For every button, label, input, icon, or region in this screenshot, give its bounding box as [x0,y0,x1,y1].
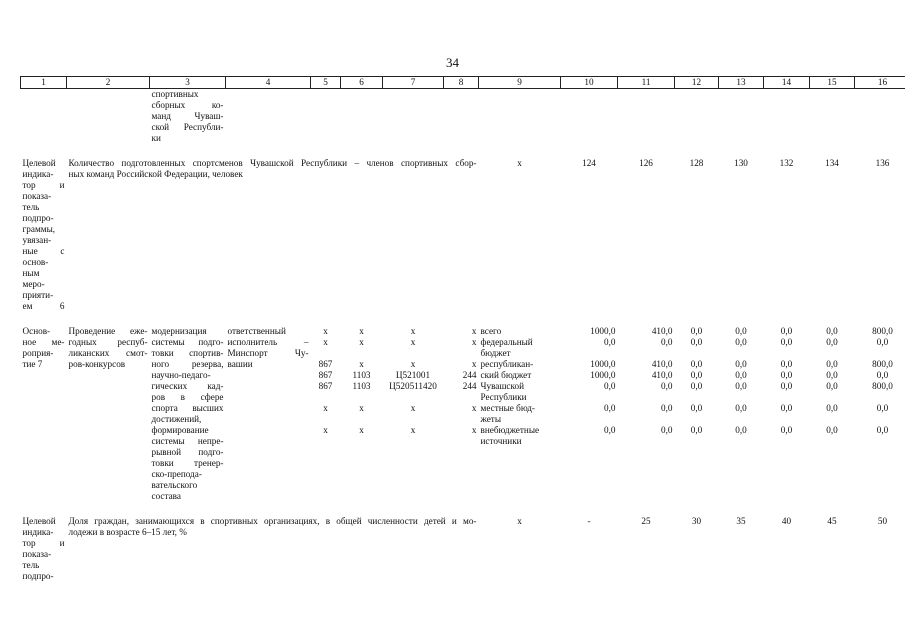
measure-line-cell: 0,0 [690,337,703,347]
indicator-value: 40 [781,516,792,526]
measure-line-cell [857,348,905,359]
column-header: 12 [675,77,719,89]
measure-line-cell: 0,0 [780,381,793,391]
measure-line-cell [766,436,808,447]
measure-line-cell: 0,0 [826,381,838,391]
measure-line-cell [313,414,339,425]
measure-line-cell: местные бюд- [480,403,535,413]
indicator-value: 128 [689,158,704,168]
column-header: 3 [150,77,226,89]
measure-line-cell [563,414,616,425]
measure-line-cell [313,348,339,359]
column-header: 6 [341,77,383,89]
column-header: 14 [764,77,810,89]
indicator-label: Целевой индика- тор и показа- тель подпро- [22,516,65,581]
measure-line-cell: 1000,0 [590,359,616,369]
measure-line-cell [812,348,853,359]
measure-line-cell: 0,0 [876,370,889,380]
measure-line-cell: 0,0 [826,370,838,380]
measure-line-cell: 0,0 [690,326,703,336]
measure-line-cell [620,436,673,447]
measure-line-cell [343,436,381,447]
measure-line-cell: всего [480,326,502,336]
measure-col13 [719,326,764,502]
measure-line-cell: x [359,403,364,413]
measure-line-cell: Ц520511420 [389,381,437,391]
column-header: 11 [618,77,675,89]
column-numbers-row [21,77,905,89]
measure-line-cell: 867 [318,359,333,369]
column-header: 13 [719,77,764,89]
measure-line-cell: 0,0 [604,425,616,435]
measure-line-cell [812,414,853,425]
measure-col16 [855,326,905,502]
column-header: 16 [855,77,905,89]
measure-line-cell [563,436,616,447]
measure-line-cell: 1000,0 [590,326,616,336]
column-header: 9 [479,77,561,89]
measure-line-cell: 0,0 [690,425,703,435]
measure-line-cell: x [323,337,328,347]
measure-line-cell: 0,0 [826,337,838,347]
indicator-value: 30 [691,516,702,526]
continuation-row [21,89,905,145]
measure-col10 [561,326,618,502]
column-header: 4 [226,77,311,89]
measure-line-cell: 410,0 [651,370,673,380]
measure-line-cell: 0,0 [876,425,889,435]
measure-line-cell [721,436,762,447]
measure-line-cell: x [323,403,328,413]
column-header: 8 [444,77,479,89]
measure-line-cell: 0,0 [826,359,838,369]
measure-line-cell: Ц521001 [395,370,431,380]
measure-line-cell: 0,0 [661,337,673,347]
indicator-value: - [587,516,591,526]
measure-line-cell: x [410,359,416,369]
measure-line-cell: 0,0 [690,403,703,413]
measure-line-cell: жеты [480,414,501,424]
indicator-value: 50 [877,516,888,526]
column-header: 15 [810,77,855,89]
indicator-label: Целевой индика- тор и показа- тель подпро- граммы, увязан- ные с основ- ным меро- прияти- ем 6 [22,158,65,311]
column-header: 7 [383,77,444,89]
measure-col14 [764,326,810,502]
measure-line-cell [766,414,808,425]
measure-line-cell [343,392,381,403]
measure-line-cell [343,348,381,359]
measure-line-cell [313,436,339,447]
measure-line-cell [857,392,905,403]
measure-line-cell: 410,0 [651,359,673,369]
measure-line-cell [446,414,477,425]
measure-line-cell [721,414,762,425]
measure-goal: модернизация системы подго- товки спортив- ного резерва, научно-педаго- гических кад- ров в сфере спорта высших достижений, формирование системы непре- рывной подго- товки тренер- ско-препода- вательского состава [151,326,224,501]
measure-line-cell: x [323,425,328,435]
measure-line-cell: 800,0 [872,381,893,391]
measure-line-cell [385,436,442,447]
indicator-value: 25 [641,516,651,526]
measure-line-cell: 0,0 [735,425,747,435]
measure-line-cell: бюджет [480,348,511,358]
measure-line-cell [857,414,905,425]
measure-col5 [311,326,341,502]
measure-line-cell: x [359,425,364,435]
indicator-col9: x [517,158,522,168]
measure-line-cell [563,392,616,403]
measure-line-cell: 0,0 [826,403,838,413]
measure-line-cell: 0,0 [876,337,889,347]
measure-line-cell [385,348,442,359]
measure-line-cell: федеральный [480,337,533,347]
measure-line-cell: источники [480,436,522,446]
measure-line-cell: x [359,337,364,347]
measure-line-cell [857,436,905,447]
measure-line-cell [446,392,477,403]
measure-line-cell [766,348,808,359]
measure-line-cell: Чувашской [480,381,525,391]
measure-line-cell [620,392,673,403]
column-header: 5 [311,77,341,89]
measure-line-cell [812,436,853,447]
column-header: 2 [67,77,150,89]
column-header: 1 [21,77,67,89]
measure-line-cell: 0,0 [661,381,673,391]
measure-row-7 [21,326,905,502]
measure-line-cell: 0,0 [690,370,703,380]
measure-line-cell: 867 [318,381,333,391]
measure-line-cell: ский бюджет [480,370,532,380]
indicator-col9: x [517,516,522,526]
measure-line-cell: x [471,425,477,435]
measure-line-cell: x [471,359,477,369]
measure-line-cell: x [471,326,477,336]
indicator-value: 134 [825,158,839,168]
measure-line-cell: 0,0 [690,381,703,391]
measure-line-cell: 0,0 [735,337,747,347]
measure-col6 [341,326,383,502]
measure-line-cell: 0,0 [735,403,747,413]
indicator-value: 126 [639,158,653,168]
measure-line-cell: x [410,326,416,336]
measure-line-cell [677,348,717,359]
measure-line-cell [343,414,381,425]
indicator-text: Количество подготовленных спортсменов Чувашской Республики – членов спортивных сбор- ных команд Российской Федерации, человек [68,158,477,179]
measure-line-cell: x [410,337,416,347]
measure-line-cell: 0,0 [735,326,747,336]
measure-line-cell: 800,0 [872,359,893,369]
measure-line-cell: 0,0 [826,425,838,435]
measure-line-cell: 0,0 [780,370,793,380]
measure-line-cell [446,348,477,359]
indicator-row-last [21,516,905,582]
measure-line-cell: x [471,337,477,347]
measure-line-cell: 0,0 [735,381,747,391]
measure-line-cell: республикан- [480,359,534,369]
indicator-value: 132 [779,158,794,168]
page-number: 34 [446,55,459,70]
measure-col12 [675,326,719,502]
measure-line-cell [313,392,339,403]
measure-line-cell: 867 [318,370,333,380]
measure-line-cell [677,436,717,447]
measure-line-cell: x [471,403,477,413]
measure-line-cell [563,348,616,359]
measure-line-cell [812,392,853,403]
measure-line-cell: 0,0 [690,359,703,369]
measure-line-cell: x [410,425,416,435]
measure-executor: ответственный исполнитель – Минспорт Чу- вашии [227,326,309,369]
measure-line-cell: 0,0 [735,359,747,369]
measure-line-cell [766,392,808,403]
measure-line-cell: внебюджетные [480,425,540,435]
program-table [20,76,905,582]
measure-line-cell: 0,0 [780,403,793,413]
indicator-value: 136 [875,158,890,168]
measure-line-cell [385,392,442,403]
measure-line-cell: 0,0 [826,326,838,336]
measure-line-cell: x [359,359,364,369]
measure-col11 [618,326,675,502]
indicator-row-6 [21,158,905,312]
measure-col8 [444,326,479,502]
measure-line-cell [620,348,673,359]
measure-line-cell: 0,0 [780,425,793,435]
measure-line-cell: x [359,326,364,336]
measure-line-cell: 244 [462,381,477,391]
measure-line-cell: 0,0 [661,425,673,435]
measure-label: Основ- ное ме- роприя- тие 7 [22,326,65,369]
measure-line-cell [620,414,673,425]
column-header: 10 [561,77,618,89]
measure-line-cell [385,414,442,425]
measure-line-cell: 0,0 [780,359,793,369]
measure-line-cell [677,414,717,425]
measure-line-cell: 244 [462,370,477,380]
measure-line-cell [721,348,762,359]
indicator-value: 35 [736,516,746,526]
measure-line-cell: 0,0 [780,337,793,347]
measure-line-cell: 0,0 [780,326,793,336]
measure-line-cell: 1000,0 [590,370,616,380]
measure-line-cell: 0,0 [604,337,616,347]
measure-line-cell: 1103 [352,381,371,391]
measure-name: Проведение еже- годных респуб- ликанских смот- ров-конкурсов [68,326,148,369]
continuation-text: спортивных сборных ко- манд Чуваш- ской Республи- ки [151,89,224,143]
measure-line-cell: 0,0 [876,403,889,413]
measure-line-cell: 410,0 [651,326,673,336]
measure-col7 [383,326,444,502]
measure-line-cell: 0,0 [661,403,673,413]
measure-col9 [479,326,561,502]
measure-line-cell: 0,0 [604,381,616,391]
measure-col15 [810,326,855,502]
measure-line-cell: 1103 [352,370,371,380]
indicator-value: 45 [827,516,837,526]
measure-line-cell [446,436,477,447]
measure-line-cell: 0,0 [735,370,747,380]
measure-line-cell: Республики [480,392,527,402]
measure-line-cell: x [410,403,416,413]
measure-line-cell: x [323,326,328,336]
measure-line-cell: 800,0 [872,326,893,336]
measure-line-cell [677,392,717,403]
indicator-value: 124 [582,158,596,168]
measure-line-cell: 0,0 [604,403,616,413]
indicator-value: 130 [734,158,748,168]
measure-line-cell [721,392,762,403]
indicator-text: Доля граждан, занимающихся в спортивных организациях, в общей численности детей и мо- лодежи в возрасте 6–15 лет, % [68,516,477,537]
